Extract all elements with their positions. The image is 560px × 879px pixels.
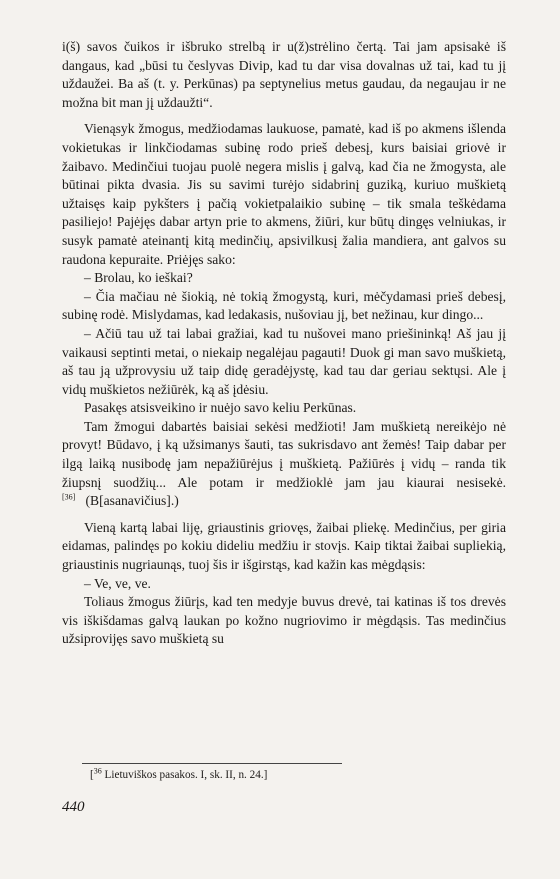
- page-number: 440: [62, 799, 85, 815]
- footnote-text: Lietuviškos pasakos. I, sk. II, n. 24.: [101, 769, 264, 781]
- dialogue-line: – Ačiū tau už tai labai gražiai, kad tu nušovei mano priešininką! Aš jau jį vaikausi septinti metai, o niekaip negalėjau pagauti! Duok gi man savo muškietą, aš tau ją užprovysiu už taip didę geradėjystę, kad tau dar geriau sektųsi. Ale į vidų muškietos nežiūrėk, ką aš įdėsiu.: [62, 325, 506, 397]
- paragraph: Vienąsyk žmogus, medžiodamas laukuose, pamatė, kad iš po akmens išlenda vokietukas ir linkčiodamas subinę rodo prieš debesį, kurs baisiai griovė ir žaibavo. Medinčiui tuojau puolė negera mislis į galvą, kad čia ne žmogysta, ale būtinai pikta dvasia. Jis su savimi turėjo sidabrinį guziką, kuriuo muškietą užtaisęs kaip pykšters į pačią vokietpalaikio subinę – tik smala teškėdama pasiliejo! Pajėjęs dabar artyn prie to akmens, žiūri, kur būtų dingęs velniukas, ir susyk pamatė ateinantį kitą medinčių, apsivilkusį žalia mandiera, ant galvos su raudona kepuraite. Priėjęs sako:: [62, 121, 506, 267]
- footnote-marker: 36: [93, 766, 102, 776]
- footnote-reference: [36]: [62, 492, 76, 502]
- paragraph-text: Tam žmogui dabartės baisiai sekėsi medžioti! Jam muškietą nereikėjo nė provyt! Būdavo, į ką užsimanys šauti, tas sukrisdavo ant žemės! Taip dabar per ilgą laiką nusibodę jam nepažiūrėjus į muškietą. Pažiūrės į vidų – randa tik žiupsnį suodžių... Ale potam ir medžioklė jam jau kiaurai nesisekė.: [62, 418, 506, 490]
- paragraph-continued: i(š) savos čuikos ir išbruko strelbą ir u(ž)strėlino čertą. Tai jam apsisakė iš dangaus, kad „būsi tu česlyvas Divip, kad tu dar visa dovalnas už tai, kad tu jį uždaužei. Ba aš (t. y. Perkūnas) pa septynelius metus gaudau, da negaujau ir ne možna bit man jį uždaužti“.: [62, 39, 506, 110]
- paragraph: Vieną kartą labai liję, griaustinis griovęs, žaibai pliekę. Medinčius, per giria eidamas, palindęs po kokiu dideliu medžiu ir stovįs. Kaip tiktai žaibai supliekią, griaustinis nugriaunąs, tuoj šis ir išgirstąs, kad kažin kas mėgdąsis:: [62, 519, 506, 573]
- dialogue-line: – Brolau, ko ieškai?: [84, 270, 193, 286]
- paragraph: Toliaus žmogus žiūrįs, kad ten medyje buvus drevė, tai katinas iš tos drevės vis iškišdamas galvą laukan po kožno nugriovimo ir mėgdąsis. Tas medinčius užsiprovijęs savo muškietą su: [62, 594, 506, 647]
- body-text: [62, 38, 506, 649]
- paragraph-with-footnote: [62, 418, 506, 511]
- dialogue-line: – Čia mačiau nė šiokią, nė tokią žmogystą, kuri, mėčydamasi prieš debesį, subinę rodė. Mislydamas, kad ledakasis, nušoviau jį, bet nežinau, kur dingo...: [62, 288, 506, 323]
- footnote-close-bracket: ]: [263, 769, 268, 781]
- footnote: [90, 768, 490, 782]
- paragraph: Pasakęs atsisveikino ir nuėjo savo keliu Perkūnas.: [84, 400, 357, 416]
- source-attribution: (B[asanavičius].): [85, 493, 179, 509]
- dialogue-line: – Ve, ve, ve.: [84, 575, 151, 591]
- footnote-open-bracket: [: [90, 769, 94, 781]
- footnote-divider: [82, 763, 342, 764]
